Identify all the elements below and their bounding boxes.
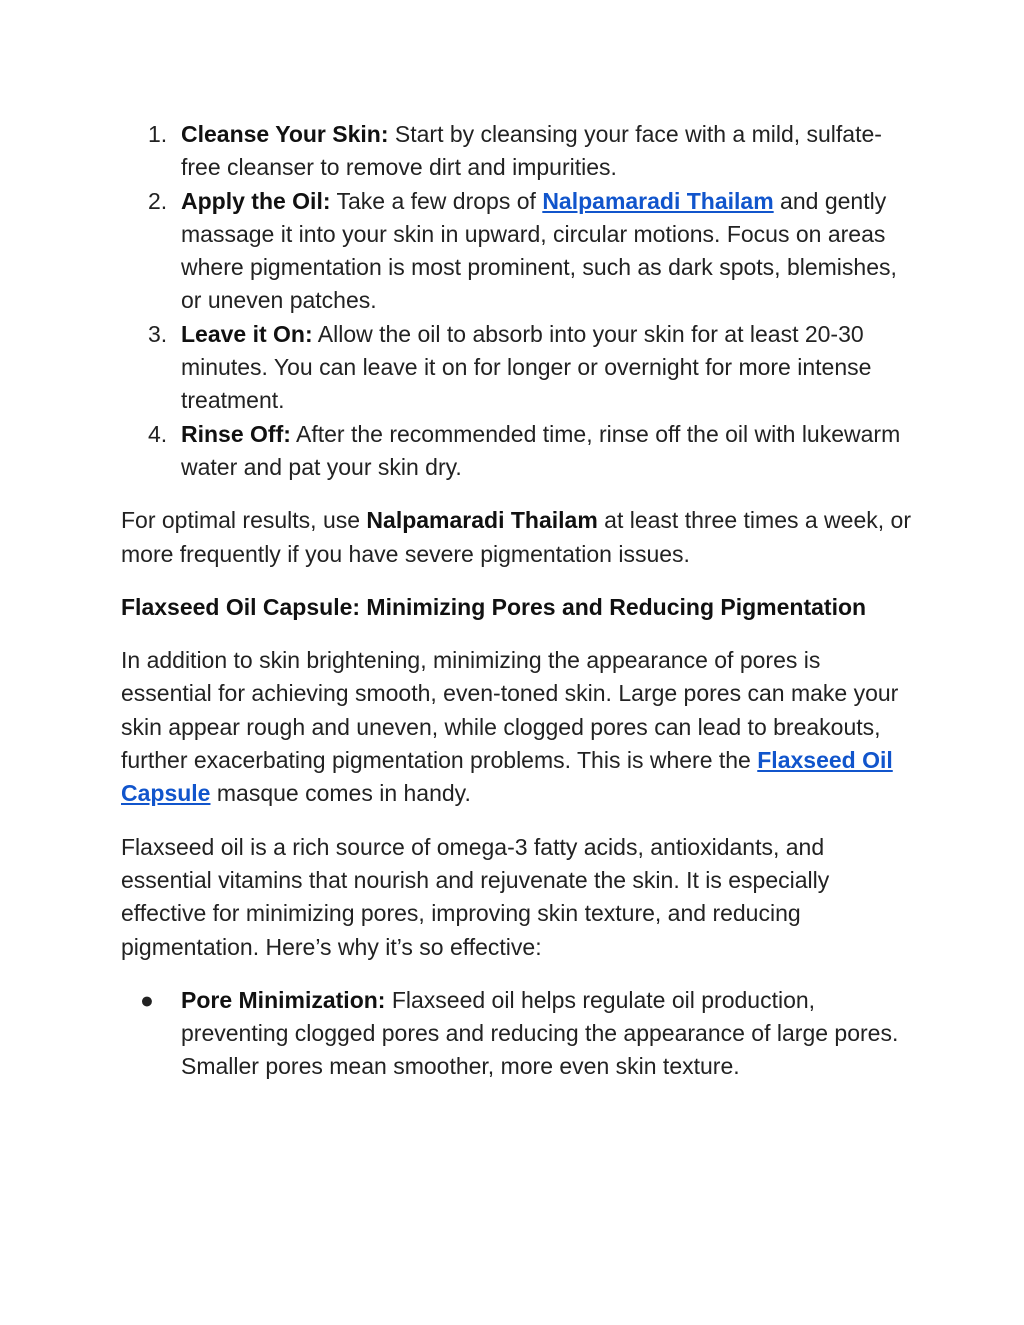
paragraph-text: at least three times a week, or more frequently if you have severe pigmentation issues.	[121, 507, 911, 567]
flaxseed-oil-capsule-link[interactable]: Flaxseed Oil Capsule	[121, 747, 893, 807]
product-name: Nalpamaradi Thailam	[366, 507, 598, 534]
steps-list	[121, 118, 911, 484]
bullet-text: Flaxseed oil helps regulate oil production, preventing clogged pores and reducing the appearance of large pores. Smaller pores mean smoother, more even skin texture.	[181, 986, 899, 1080]
step-text: and gently massage it into your skin in upward, circular motions. Focus on areas where pigmentation is most prominent, such as dark spots, blemishes, or uneven patches.	[181, 187, 897, 314]
step-text: Allow the oil to absorb into your skin for at least 20-30 minutes. You can leave it on for longer or overnight for more intense treatment.	[181, 320, 872, 414]
step-text: After the recommended time, rinse off the oil with lukewarm water and pat your skin dry.	[181, 420, 901, 480]
step-title: Cleanse Your Skin:	[181, 121, 389, 147]
list-number: 4.	[148, 420, 168, 447]
bullet-title: Pore Minimization:	[181, 986, 386, 1013]
list-item	[121, 418, 911, 485]
nalpamaradi-thailam-link[interactable]: Nalpamaradi Thailam	[542, 187, 774, 214]
list-number: 2.	[148, 187, 168, 214]
list-item	[121, 185, 911, 318]
section-heading: Flaxseed Oil Capsule: Minimizing Pores and Reducing Pigmentation	[121, 593, 867, 620]
list-number: 3.	[148, 320, 168, 347]
step-title: Leave it On:	[181, 320, 313, 347]
paragraph-text: For optimal results, use	[121, 507, 367, 534]
step-title: Rinse Off:	[181, 420, 291, 447]
step-title: Apply the Oil:	[181, 187, 331, 214]
paragraph-text: In addition to skin brightening, minimizing the appearance of pores is essential for achieving smooth, even-toned skin. Large pores can make your skin appear rough and uneven, while clogged pores can lead to breakouts, further exacerbating pigmentation problems. This is where the	[121, 647, 899, 774]
bullet-icon: ●	[140, 986, 154, 1013]
pores-paragraph	[121, 644, 911, 810]
step-text: Start by cleansing your face with a mild, sulfate-free cleanser to remove dirt and impurities.	[181, 121, 882, 181]
list-item	[121, 318, 911, 418]
list-number: 1.	[148, 121, 168, 147]
list-item	[121, 984, 911, 1084]
flaxseed-paragraph: Flaxseed oil is a rich source of omega-3 fatty acids, antioxidants, and essential vitamins that nourish and rejuvenate the skin. It is especially effective for minimizing pores, improving skin texture, and reducing pigmentation. Here’s why it’s so effective:	[121, 833, 830, 960]
step-text: Take a few drops of	[330, 187, 543, 214]
optimal-results-paragraph	[121, 504, 911, 571]
document-page	[121, 118, 911, 1084]
benefits-list	[121, 984, 911, 1084]
paragraph-text: masque comes in handy.	[210, 780, 471, 807]
list-item	[121, 118, 911, 185]
